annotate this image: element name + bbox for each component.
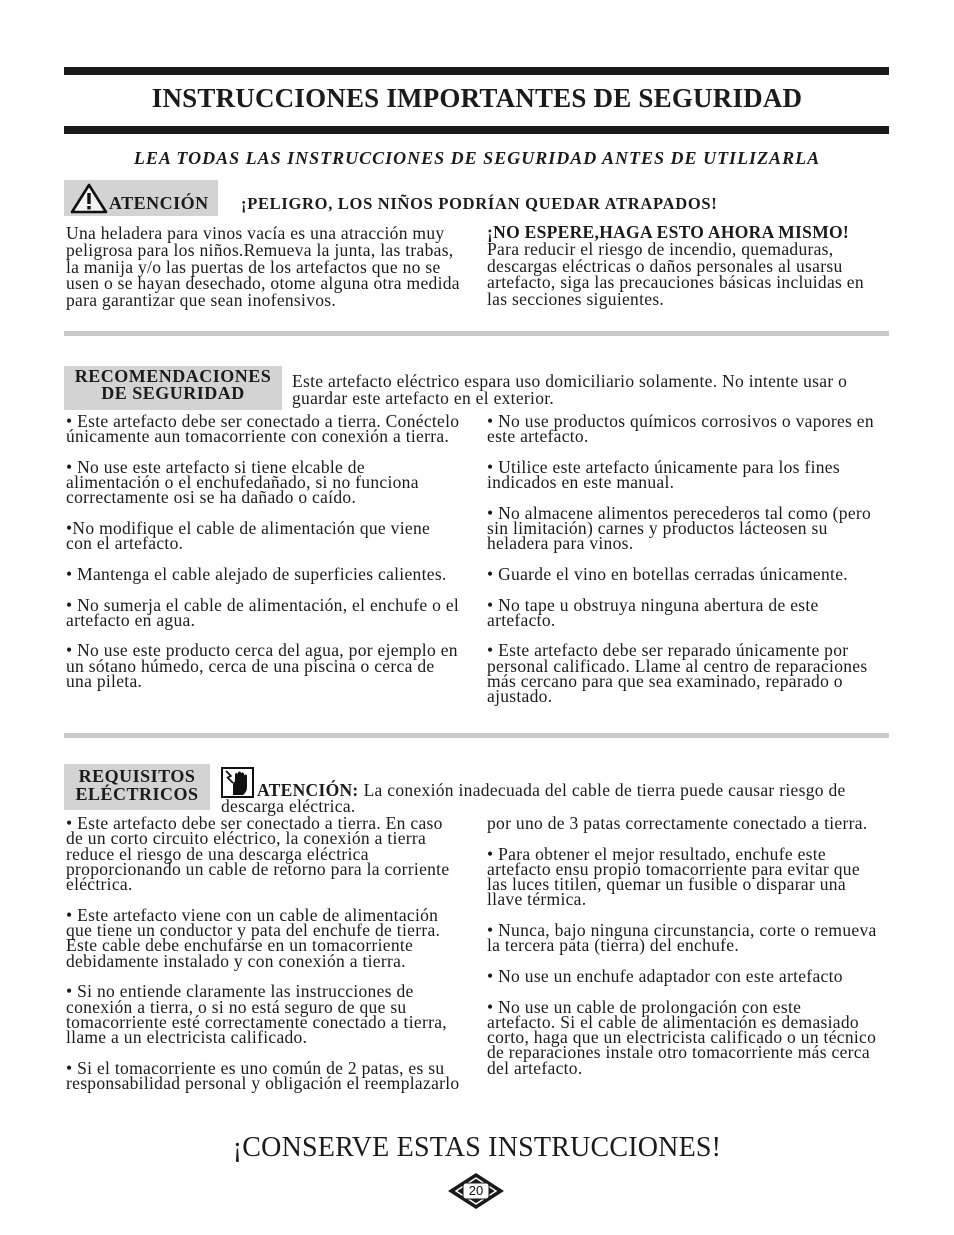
safety-tip-item: • No sumerja el cable de alimentación, el enchufe o el artefacto en agua. (66, 594, 460, 630)
safety-tip-item: • No use este producto cerca del agua, por ejemplo en un sótano húmedo, cerca de una piscina o cerca de una pileta. (66, 640, 458, 692)
section-divider (64, 733, 889, 738)
electrical-requirement-item: • Este artefacto viene con un cable de alimentación que tiene un conductor y pata del enchufe de tierra. Este cable debe enchufarse en un tomacorriente debidamente instalado y con conexión a tierra. (66, 904, 441, 971)
safety-section-badge (64, 366, 282, 410)
electrical-section-label: REQUISITOS ELÉCTRICOS (75, 766, 199, 804)
children-danger-headline: ¡PELIGRO, LOS NIÑOS PODRÍAN QUEDAR ATRAPADOS! (241, 194, 718, 213)
act-now-block (487, 224, 864, 308)
safety-tip-item: • Guarde el vino en botellas cerradas únicamente. (487, 563, 848, 584)
safety-tip-item: •No modifique el cable de alimentación que viene con el artefacto. (66, 518, 431, 554)
safety-tip-item: • No tape u obstruya ninguna abertura de este artefacto. (487, 594, 819, 630)
safety-right-column (487, 411, 874, 707)
title-bottom-rule (64, 126, 889, 134)
safety-section-label: RECOMENDACIONES DE SEGURIDAD (74, 366, 272, 403)
page-number: 20 (468, 1183, 484, 1198)
electrical-warning-text: La conexión inadecuada del cable de tierra puede causar riesgo de descarga eléctrica. (221, 780, 846, 816)
attention-label: ATENCIÓN (109, 193, 209, 213)
electrical-warning-label: ATENCIÓN: (257, 780, 359, 800)
section-divider (64, 331, 889, 336)
safety-tip-item: • Mantenga el cable alejado de superficies calientes. (66, 563, 447, 584)
save-instructions-closing: ¡CONSERVE ESTAS INSTRUCCIONES! (232, 1132, 722, 1163)
act-now-paragraph: Para reducir el riesgo de incendio, quemaduras, descargas eléctricas o daños personales al usarsu artefacto, siga las precauciones básicas incluidas en las secciones siguientes. (487, 238, 864, 309)
electrical-requirement-item: • Nunca, bajo ninguna circunstancia, corte o remueva la tercera pata (tierra) del enchufe. (487, 920, 877, 956)
electrical-requirement-item: • No use un enchufe adaptador con este artefacto (487, 965, 843, 986)
electrical-requirement-item: • Si el tomacorriente es uno común de 2 patas, es su responsabilidad personal y obligación el reemplazarlo (66, 1057, 460, 1094)
safety-tip-item: • No almacene alimentos perecederos tal como (pero sin limitación) carnes y productos lácteosen su heladera para vinos. (487, 502, 872, 554)
read-all-instructions-subtitle: LEA TODAS LAS INSTRUCCIONES DE SEGURIDAD ANTES DE UTILIZARLA (133, 148, 821, 168)
electrical-requirement-item: • Si no entiende claramente las instrucciones de conexión a tierra, o si no está seguro de que su tomacorriente esté correctamente conectado a tierra, llame a un electricista calificado. (66, 981, 447, 1048)
child-entrapment-paragraph: Una heladera para vinos vacía es una atracción muy peligrosa para los niños.Remueva la junta, las trabas, la manija y/o las puertas de los artefactos que no se usen o se hayan desechado, otome alguna otra medida para garantizar que sean inofensivos. (66, 223, 460, 310)
electrical-requirement-item: por uno de 3 patas correctamente conectado a tierra. (487, 813, 868, 833)
title-top-rule (64, 67, 889, 75)
electrical-left-column (66, 813, 460, 1094)
electrical-warning (221, 782, 846, 814)
attention-badge (64, 180, 218, 216)
safety-intro-text: Este artefacto eléctrico espara uso domiciliario solamente. No intente usar o guardar este artefacto en el exterior. (292, 371, 848, 408)
electrical-requirement-item: • No use un cable de prolongación con este artefacto. Si el cable de alimentación es demasiado corto, haga que un electricista calificado o un técnico de reparaciones instale otro tomacorriente más cerca del artefacto. (487, 996, 877, 1078)
safety-tip-item: • No use este artefacto si tiene elcable de alimentación o el enchufedañado, si no funciona correctamente osi se ha dañado o caído. (66, 456, 419, 508)
act-now-heading: ¡NO ESPERE,HAGA ESTO AHORA MISMO! (487, 222, 850, 242)
electrical-right-column (487, 813, 877, 1078)
safety-tip-item: • Este artefacto debe ser reparado únicamente por personal calificado. Llame al centro de reparaciones más cercano para que sea examinado, reparado o ajustado. (487, 640, 868, 707)
electrical-section-badge (64, 764, 210, 810)
safety-tip-item: • Utilice este artefacto únicamente para los fines indicados en este manual. (487, 456, 840, 493)
safety-left-column (66, 411, 460, 692)
safety-tip-item: • Este artefacto debe ser conectado a tierra. Conéctelo únicamente aun tomacorriente con conexión a tierra. (66, 411, 460, 447)
warning-triangle-icon (70, 183, 108, 214)
page-title: INSTRUCCIONES IMPORTANTES DE SEGURIDAD (151, 83, 803, 113)
electrical-requirement-item: • Para obtener el mejor resultado, enchufe este artefacto ensu propio tomacorriente para evitar que las luces titilen, quemar un fusible o disparar una llave térmica. (487, 843, 860, 910)
safety-tip-item: • No use productos químicos corrosivos o vapores en este artefacto. (487, 411, 874, 447)
electrical-requirement-item: • Este artefacto debe ser conectado a tierra. En caso de un corto circuito eléctrico, la conexión a tierra reduce el riesgo de una descarga eléctrica proporcionando un cable de retorno para la corriente eléctrica. (66, 813, 450, 895)
page-number-badge (447, 1172, 505, 1210)
